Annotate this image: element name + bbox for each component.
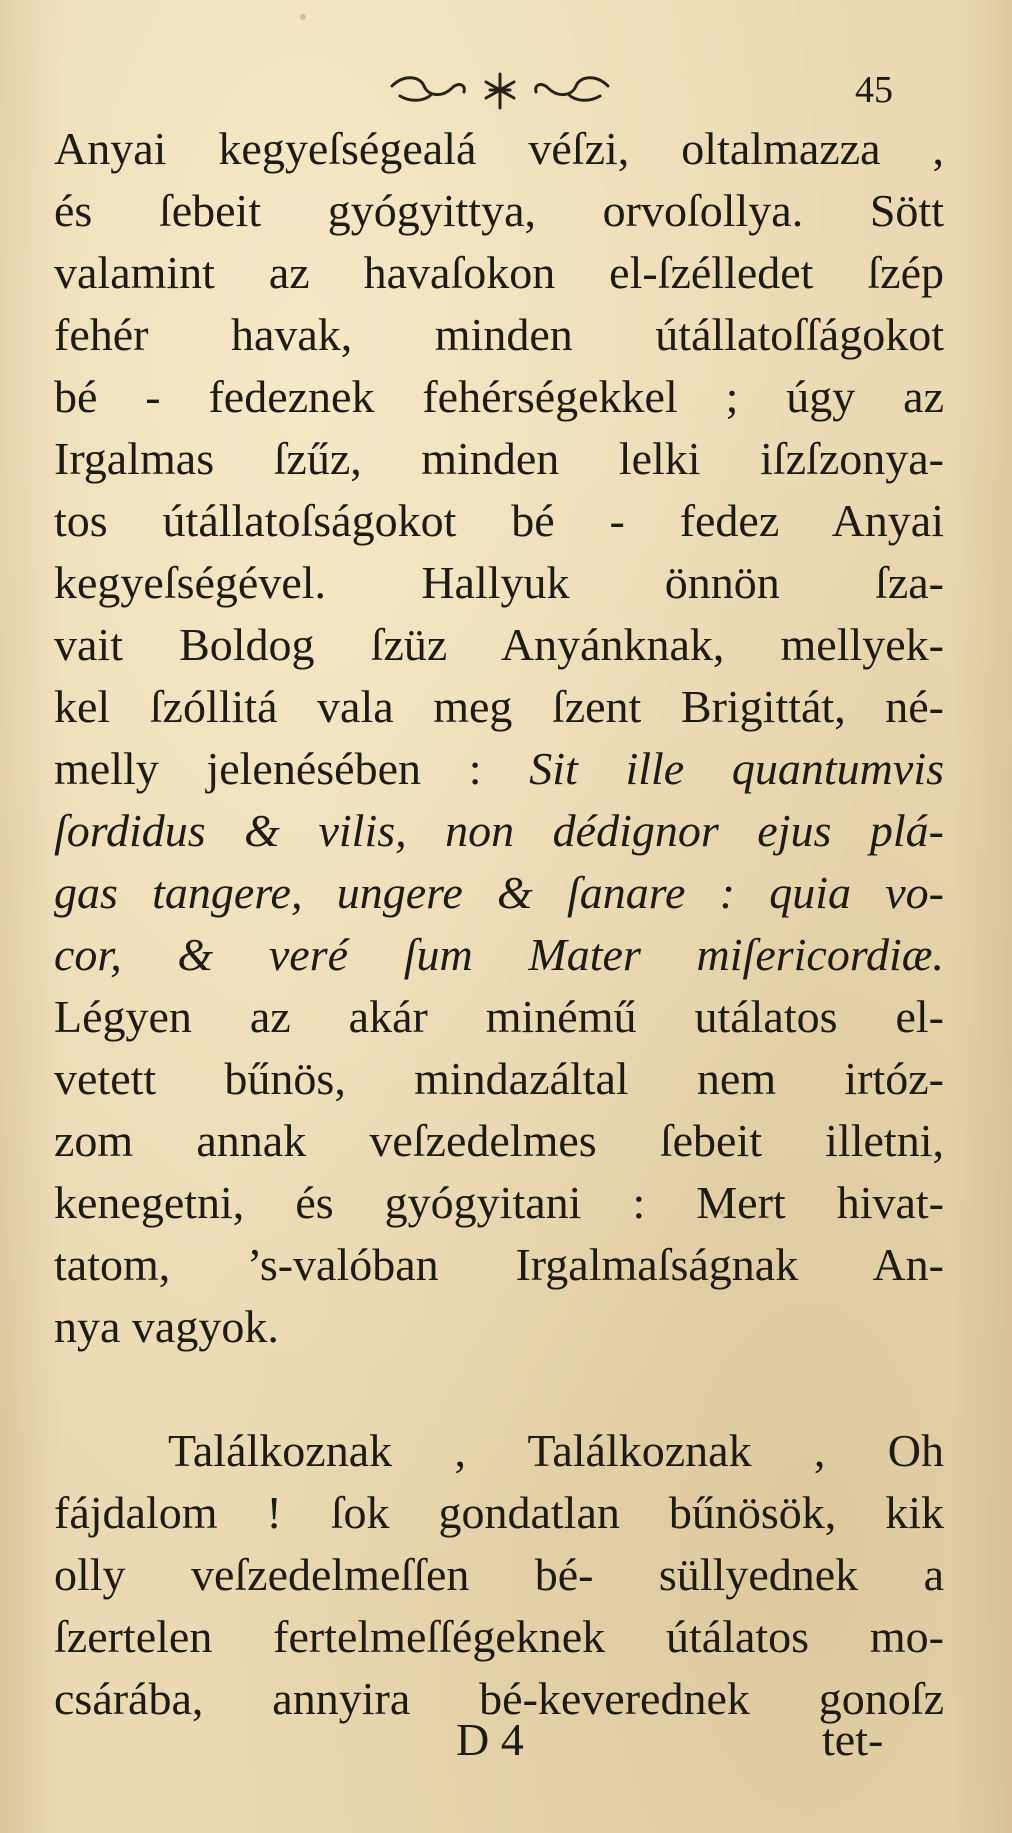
page-header <box>0 62 1012 122</box>
latin-quotation-line: cor, & veré ſum Mater miſericordiæ. <box>54 929 944 980</box>
text-line: ſzertelen fertelmeſſégeknek útálatos mo- <box>54 1611 944 1662</box>
roman-segment: melly jelenésében : <box>54 743 482 794</box>
main-text <box>54 118 944 1730</box>
ink-speck <box>300 14 306 20</box>
latin-quotation-line: ſordidus & vilis, non dédignor ejus plá- <box>54 805 944 856</box>
catchword: tet- <box>822 1714 884 1765</box>
text-line: zom annak veſzedelmes ſebeit illetni, <box>54 1115 944 1166</box>
text-line: fájdalom ! ſok gondatlan bűnösök, kik <box>54 1487 944 1538</box>
text-line: kel ſzóllitá vala meg ſzent Brigittát, né- <box>54 681 944 732</box>
latin-quotation-line: gas tangere, ungere & ſanare : quia vo- <box>54 867 944 918</box>
text-line: tos útállatoſságokot bé - fedez Anyai <box>54 495 944 546</box>
page-number: 45 <box>855 69 893 111</box>
signature-mark: D 4 <box>456 1714 524 1765</box>
text-line: vetett bűnös, mindazáltal nem irtóz- <box>54 1053 944 1104</box>
text-line: Anyai kegyeſségealá véſzi, oltalmazza , <box>54 123 944 174</box>
text-line: csárába, annyira bé-keverednek gonoſz <box>54 1673 944 1724</box>
page-footer <box>0 1710 1012 1780</box>
fleuron-ornament-icon <box>380 68 620 112</box>
text-line: fehér havak, minden útállatoſſágokot <box>54 309 944 360</box>
paragraph-1 <box>54 118 944 1358</box>
text-line: bé - fedeznek fehérségekkel ; úgy az <box>54 371 944 422</box>
text-line: nya vagyok. <box>54 1301 279 1352</box>
text-line: kegyeſségével. Hallyuk önnön ſza- <box>54 557 944 608</box>
text-line: Irgalmas ſzűz, minden lelki iſzſzonya- <box>54 433 944 484</box>
text-line: valamint az havaſokon el-ſzélledet ſzép <box>54 247 944 298</box>
text-line: Légyen az akár minémű utálatos el- <box>54 991 944 1042</box>
latin-quotation-segment: Sit ille quantumvis <box>529 743 944 794</box>
text-line: Találkoznak , Találkoznak , Oh <box>168 1425 944 1476</box>
text-line-mixed <box>54 738 944 800</box>
text-line: kenegetni, és gyógyitani : Mert hivat- <box>54 1177 944 1228</box>
paragraph-gap <box>54 1358 944 1420</box>
text-line: és ſebeit gyógyittya, orvoſollya. Sött <box>54 185 944 236</box>
text-line: olly veſzedelmeſſen bé- süllyednek a <box>54 1549 944 1600</box>
paragraph-2 <box>54 1420 944 1730</box>
text-line: vait Boldog ſzüz Anyánknak, mellyek- <box>54 619 944 670</box>
text-line: tatom, ’s-valóban Irgalmaſságnak An- <box>54 1239 944 1290</box>
